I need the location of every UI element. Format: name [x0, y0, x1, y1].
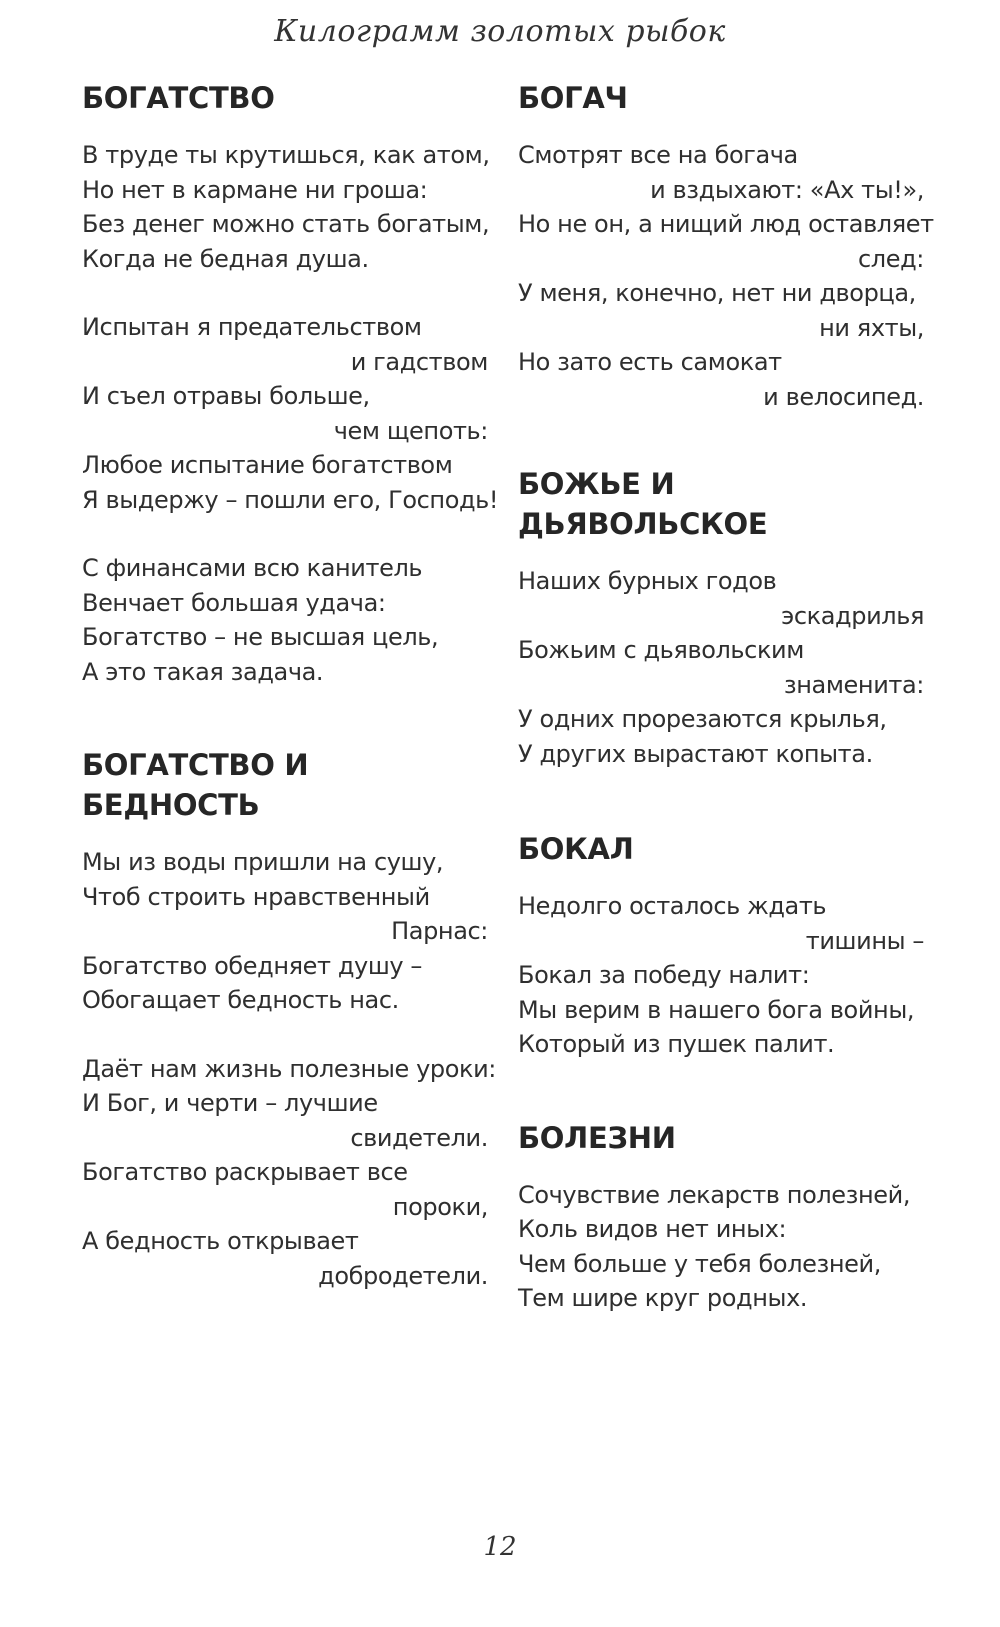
verse-line: Любое испытание богатством [82, 451, 453, 479]
poem [518, 78, 934, 414]
verse-line: Богатство обедняет душу – [82, 951, 423, 980]
stanza [82, 845, 488, 1018]
verse-line: У других вырастают копыта. [518, 739, 873, 768]
verse-line: И съел отравы больше, [82, 382, 370, 410]
verse-line: и гадством [350, 347, 488, 376]
poem [82, 78, 499, 689]
verse-line: Бокал за победу налит: [518, 961, 810, 989]
poem [518, 1118, 924, 1316]
verse-line: чем щепоть: [333, 416, 488, 445]
verse-line: Тем шире круг родных. [518, 1284, 808, 1312]
verse-line: А это такая задача. [82, 657, 324, 686]
verse-line: след: [858, 244, 924, 273]
verse-line: пороки, [392, 1192, 488, 1221]
verse-line: Обогащает бедность нас. [82, 986, 399, 1014]
running-head-title: Килограмм золотых рыбок [274, 14, 726, 49]
verse-line: Коль видов нет иных: [518, 1215, 787, 1243]
verse-line: Недолго осталось ждать [518, 892, 827, 920]
stanza [82, 1052, 496, 1294]
page-number: 12 [483, 1532, 517, 1562]
verse-line: знаменита: [783, 670, 924, 699]
verse-line: Даёт нам жизнь полезные уроки: [82, 1054, 496, 1083]
verse-line: А бедность открывает [82, 1227, 359, 1255]
stanza [82, 138, 488, 276]
poem-title: БОГАТСТВО И БЕДНОСТЬ [82, 748, 309, 822]
poem-title: БОГАТСТВО [82, 81, 275, 115]
verse-line: У меня, конечно, нет ни дворца, [518, 279, 916, 307]
stanza [82, 310, 499, 517]
verse-line: Но не он, а нищий люд оставляет [518, 210, 934, 238]
left-column [82, 78, 499, 1293]
right-column [518, 78, 934, 1316]
stanza [518, 564, 924, 771]
stanza [82, 551, 488, 689]
verse-line: эскадрилья [781, 601, 924, 630]
verse-line: Мы верим в нашего бога войны, [518, 995, 915, 1024]
verse-line: свидетели. [350, 1123, 488, 1152]
verse-line: ни яхты, [819, 313, 924, 342]
verse-line: Божьим с дьявольским [518, 636, 804, 664]
verse-line: Мы из воды пришли на сушу, [82, 848, 444, 876]
verse-line: Парнас: [391, 917, 488, 945]
verse-line: Чем больше у тебя болезней, [518, 1249, 881, 1278]
verse-line: тишины – [805, 926, 924, 955]
verse-line: Богатство раскрывает все [82, 1158, 408, 1186]
stanza [518, 889, 924, 1062]
verse-line: Сочувствие лекарств полезней, [518, 1180, 911, 1209]
verse-line: Богатство – не высшая цель, [82, 623, 439, 651]
verse-line: Но зато есть самокат [518, 348, 782, 376]
verse-line: В труде ты крутишься, как атом, [82, 141, 490, 169]
verse-line: Испытан я предательством [82, 313, 422, 341]
verse-line: Чтоб строить нравственный [82, 882, 430, 911]
verse-line: И Бог, и черти – лучшие [82, 1089, 378, 1117]
verse-line: Когда не бедная душа. [82, 244, 369, 273]
poem-title: БОЛЕЗНИ [518, 1120, 676, 1155]
verse-line: Наших бурных годов [518, 567, 777, 595]
poem [82, 745, 496, 1293]
poem-title: БОКАЛ [518, 832, 634, 866]
verse-line: У одних прорезаются крылья, [518, 705, 887, 733]
stanza [518, 1178, 924, 1316]
verse-line: и велосипед. [763, 382, 924, 411]
poem-title: БОЖЬЕ И ДЬЯВОЛЬСКОЕ [518, 467, 768, 541]
verse-line: Без денег можно стать богатым, [82, 210, 490, 238]
verse-line: и вздыхают: «Ах ты!», [650, 175, 924, 204]
verse-line: Я выдержу – пошли его, Господь! [82, 485, 499, 514]
verse-line: Смотрят все на богача [518, 141, 798, 169]
verse-line: добродетели. [318, 1261, 488, 1290]
verse-line: Но нет в кармане ни гроша: [82, 175, 428, 204]
poem-title: БОГАЧ [518, 81, 628, 115]
verse-line: Который из пушек палит. [518, 1030, 835, 1058]
poem [518, 829, 924, 1062]
verse-line: С финансами всю канитель [82, 554, 423, 582]
verse-line: Венчает большая удача: [82, 588, 386, 617]
stanza [518, 138, 934, 414]
poem [518, 464, 924, 771]
